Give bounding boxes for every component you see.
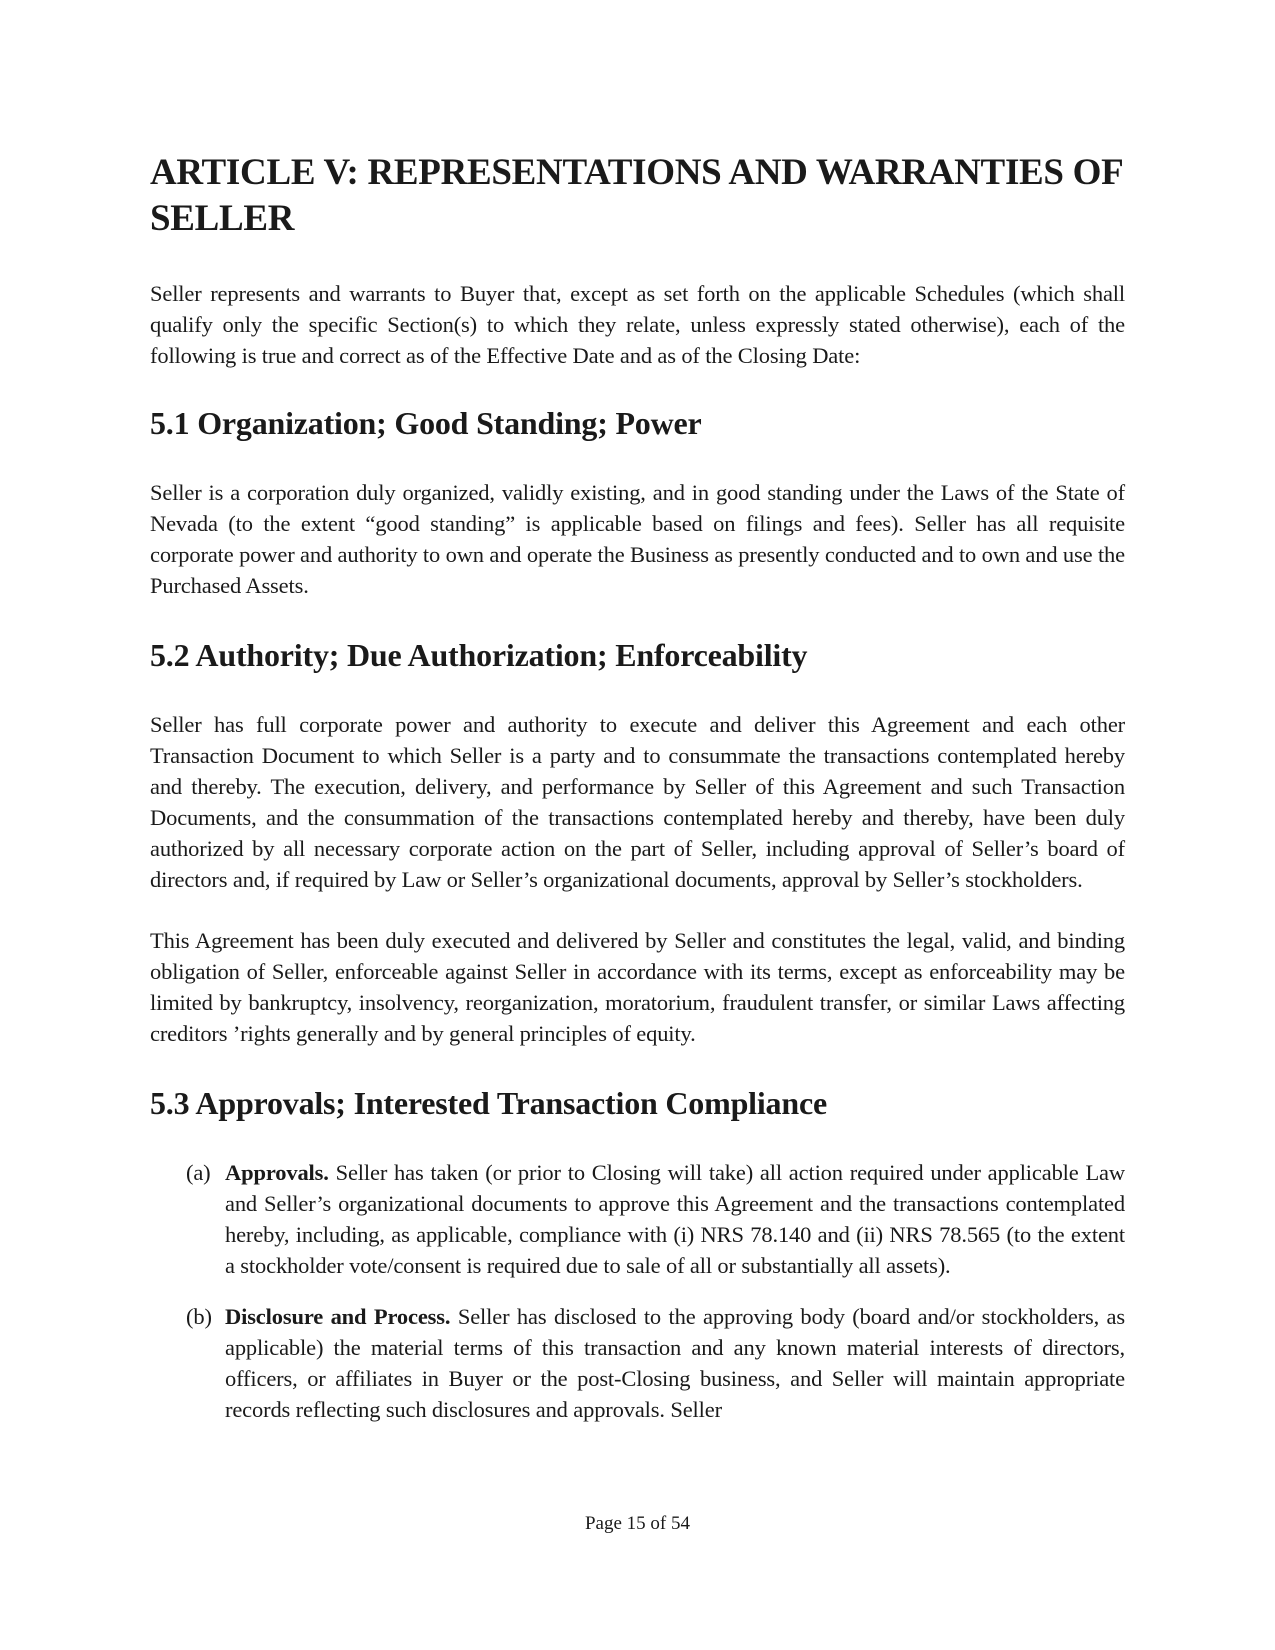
section-5-1-heading: 5.1 Organization; Good Standing; Power	[150, 405, 702, 441]
list-item-text: Seller has taken (or prior to Closing will take) all action required under applicable Law and Seller’s organizational documents to approve this Agreement and the transactions contemplated hereby, including, as applicable, compliance with (i) NRS 78.140 and (ii) NRS 78.565 (to the extent a stockholder vote/consent is required due to sale of all or substantially all assets).	[225, 1160, 1125, 1278]
section-5-3-list	[150, 1157, 1125, 1425]
section-5-2-heading: 5.2 Authority; Due Authorization; Enforceability	[150, 637, 808, 673]
document-page	[150, 150, 1125, 1445]
article-intro: Seller represents and warrants to Buyer that, except as set forth on the applicable Schedules (which shall qualify only the specific Section(s) to which they relate, unless expressly stated otherwise), each of the following is true and correct as of the Effective Date and as of the Closing Date:	[150, 281, 1125, 368]
list-item-text: Seller has disclosed to the approving body (board and/or stockholders, as applicable) the material terms of this transaction and any known material interests of directors, officers, or affiliates in Buyer or the post-Closing business, and Seller will maintain appropriate records reflecting such disclosures and approvals. Seller	[225, 1304, 1126, 1422]
list-item-title: Disclosure and Process.	[225, 1304, 451, 1329]
list-marker: (b)	[186, 1304, 212, 1329]
page-number: Page 15 of 54	[584, 1513, 690, 1534]
list-item	[150, 1301, 1125, 1425]
article-title: ARTICLE V: REPRESENTATIONS AND WARRANTIES OF SELLER	[150, 152, 1123, 239]
list-marker: (a)	[186, 1160, 211, 1185]
section-5-1-body: Seller is a corporation duly organized, validly existing, and in good standing under the Laws of the State of Nevada (to the extent “good standing” is applicable based on filings and fees). Seller has all requisite corporate power and authority to own and operate the Business as presently conducted and to own and use the Purchased Assets.	[150, 480, 1125, 598]
list-item-title: Approvals.	[225, 1160, 329, 1185]
section-5-3-heading: 5.3 Approvals; Interested Transaction Compliance	[150, 1085, 827, 1121]
section-5-2-body-1: Seller has full corporate power and authority to execute and deliver this Agreement and each other Transaction Document to which Seller is a party and to consummate the transactions contemplated hereby and thereby. The execution, delivery, and performance by Seller of this Agreement and such Transaction Documents, and the consummation of the transactions contemplated hereby and thereby, have been duly authorized by all necessary corporate action on the part of Seller, including approval of Seller’s board of directors and, if required by Law or Seller’s organizational documents, approval by Seller’s stockholders.	[150, 712, 1125, 892]
list-item	[150, 1157, 1125, 1281]
section-5-2-body-2: This Agreement has been duly executed and delivered by Seller and constitutes the legal, valid, and binding obligation of Seller, enforceable against Seller in accordance with its terms, except as enforceability may be limited by bankruptcy, insolvency, reorganization, moratorium, fraudulent transfer, or similar Laws affecting creditors ’rights generally and by general principles of equity.	[150, 928, 1125, 1046]
